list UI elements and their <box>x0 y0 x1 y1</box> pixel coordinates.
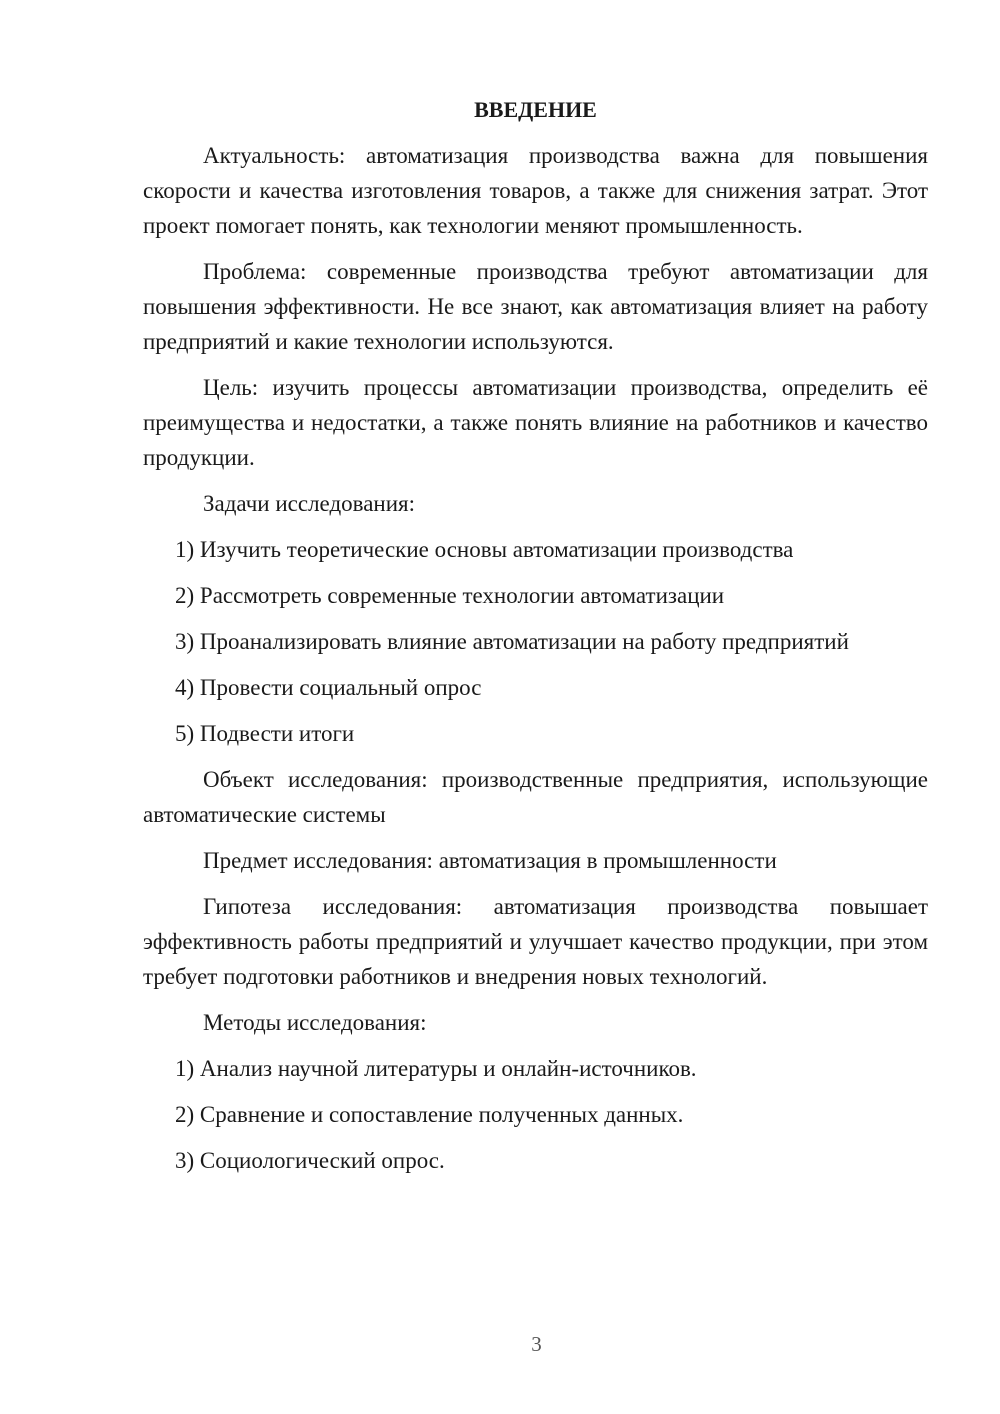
page-number: 3 <box>531 1332 542 1356</box>
method-item: 1) Анализ научной литературы и онлайн-источников. <box>175 1056 697 1081</box>
method-item: 2) Сравнение и сопоставление полученных данных. <box>175 1102 684 1127</box>
task-item: 2) Рассмотреть современные технологии автоматизации <box>175 583 725 608</box>
relevance-paragraph: Актуальность: автоматизация производства важна для повышения скорости и качества изготовления товаров, а также для снижения затрат. Этот проект помогает понять, как технологии меняют промышленность. <box>143 143 928 238</box>
hypothesis-paragraph: Гипотеза исследования: автоматизация производства повышает эффективность работы предприятий и улучшает качество продукции, при этом требует подготовки работников и внедрения новых технологий. <box>143 894 928 989</box>
document-page <box>143 92 928 1178</box>
subject-paragraph: Предмет исследования: автоматизация в промышленности <box>203 848 777 873</box>
method-item: 3) Социологический опрос. <box>175 1148 445 1173</box>
goal-paragraph: Цель: изучить процессы автоматизации производства, определить её преимущества и недостатки, а также понять влияние на работников и качество продукции. <box>143 375 928 470</box>
page-title: ВВЕДЕНИЕ <box>474 97 597 122</box>
methods-heading: Методы исследования: <box>203 1010 427 1035</box>
task-item: 1) Изучить теоретические основы автоматизации производства <box>175 537 794 562</box>
object-paragraph: Объект исследования: производственные предприятия, использующие автоматические системы <box>143 767 928 827</box>
task-item: 5) Подвести итоги <box>175 721 355 746</box>
problem-paragraph: Проблема: современные производства требуют автоматизации для повышения эффективности. Не все знают, как автоматизация влияет на работу предприятий и какие технологии используются. <box>143 259 928 354</box>
task-item: 4) Провести социальный опрос <box>175 675 482 700</box>
task-item: 3) Проанализировать влияние автоматизации на работу предприятий <box>175 629 849 654</box>
tasks-heading: Задачи исследования: <box>203 491 416 516</box>
